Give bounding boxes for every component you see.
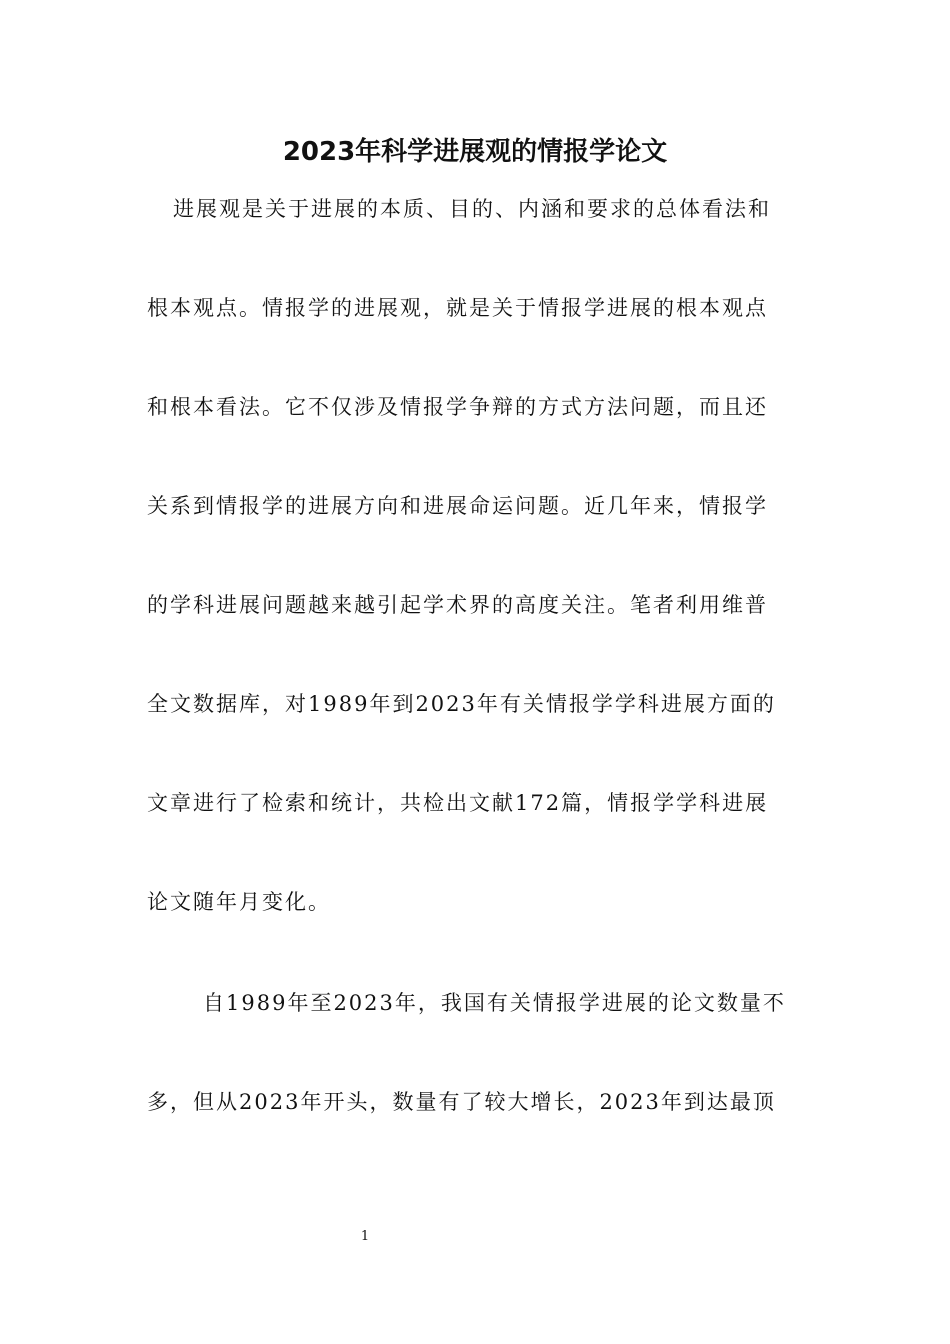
paragraph-line: 关系到情报学的进展方向和进展命运问题。近几年来，情报学 <box>147 494 768 518</box>
paragraph-line: 进展观是关于进展的本质、目的、内涵和要求的总体看法和 <box>173 197 771 221</box>
paragraph-line: 论文随年月变化。 <box>147 890 331 914</box>
document-title: 2023年科学进展观的情报学论文 <box>282 137 668 167</box>
paragraph-line: 根本观点。情报学的进展观，就是关于情报学进展的根本观点 <box>147 296 768 320</box>
paragraph-line: 文章进行了检索和统计，共检出文献172篇，情报学学科进展 <box>147 791 769 815</box>
paragraph-line: 和根本看法。它不仅涉及情报学争辩的方式方法问题，而且还 <box>147 395 768 419</box>
paragraph-line: 全文数据库，对1989年到2023年有关情报学学科进展方面的 <box>147 692 776 716</box>
paragraph-line: 自1989年至2023年，我国有关情报学进展的论文数量不 <box>203 991 786 1015</box>
paragraph-2 <box>147 954 807 1152</box>
paragraph-line: 多，但从2023年开头，数量有了较大增长，2023年到达最顶 <box>147 1090 776 1114</box>
page-number: 1 <box>360 1229 370 1244</box>
paragraph-1 <box>147 160 807 952</box>
paragraph-line: 的学科进展问题越来越引起学术界的高度关注。笔者利用维普 <box>147 593 768 617</box>
